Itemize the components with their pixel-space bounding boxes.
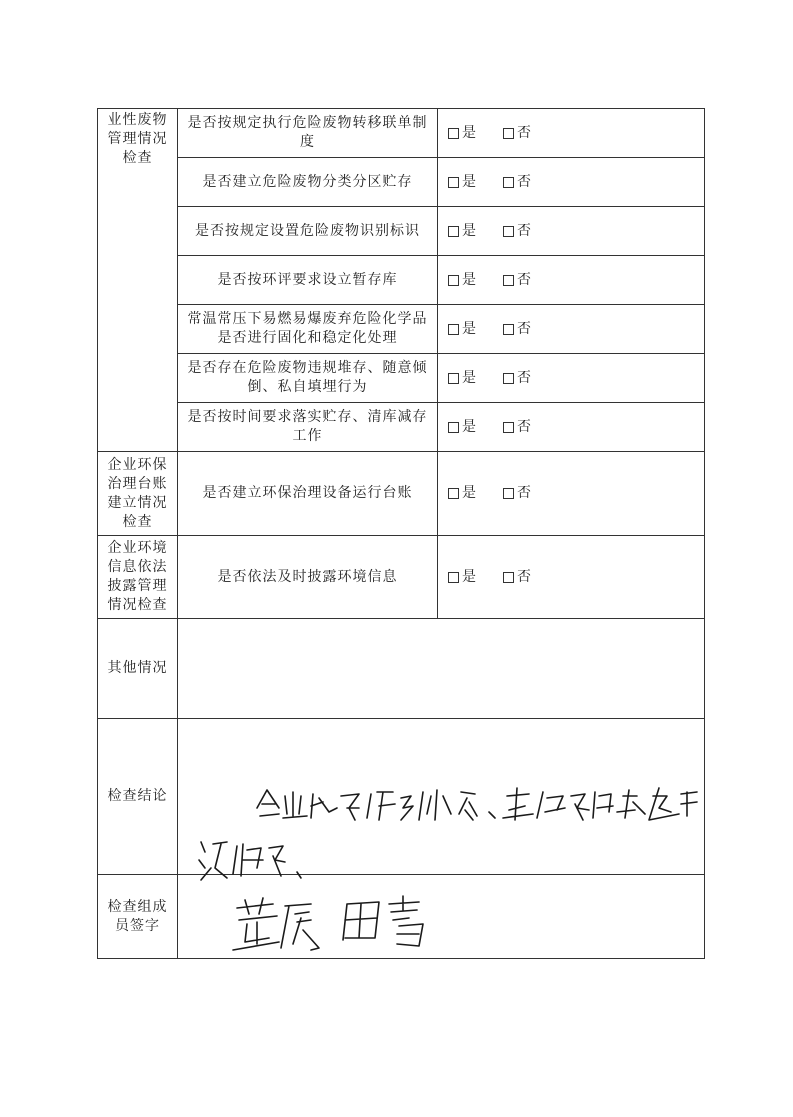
- item-transfer-manifest: 是否按规定执行危险废物转移联单制度: [187, 115, 428, 150]
- no-option[interactable]: 否: [503, 320, 532, 339]
- yes-option[interactable]: 是: [448, 320, 477, 339]
- yes-option[interactable]: 是: [448, 222, 477, 241]
- no-option[interactable]: 否: [503, 271, 532, 290]
- category-ledger: 企业环保治理台账建立情况检查: [107, 456, 168, 530]
- handwritten-signature: [97, 108, 705, 959]
- yes-option[interactable]: 是: [448, 568, 477, 587]
- inspection-table: [97, 108, 705, 959]
- category-disclosure: 企业环境信息依法披露管理情况检查: [107, 540, 168, 613]
- no-option[interactable]: 否: [503, 568, 532, 587]
- item-info-disclosure: 是否依法及时披露环境信息: [217, 568, 398, 585]
- item-identification-label: 是否按规定设置危险废物识别标识: [195, 222, 420, 239]
- item-temporary-warehouse: 是否按环评要求设立暂存库: [217, 271, 398, 288]
- item-classified-storage: 是否建立危险废物分类分区贮存: [202, 173, 413, 190]
- yes-option[interactable]: 是: [448, 173, 477, 192]
- no-option[interactable]: 否: [503, 369, 532, 388]
- category-hazardous-waste: 业性废物管理情况检查: [107, 112, 168, 166]
- item-equipment-ledger: 是否建立环保治理设备运行台账: [202, 485, 413, 501]
- no-option[interactable]: 否: [503, 484, 532, 503]
- item-illegal-dumping: 是否存在危险废物违规堆存、随意倾倒、私自填埋行为: [187, 360, 428, 395]
- no-option[interactable]: 否: [503, 173, 532, 192]
- no-option[interactable]: 否: [503, 222, 532, 241]
- no-option[interactable]: 否: [503, 124, 532, 143]
- no-option[interactable]: 否: [503, 418, 532, 437]
- item-storage-clearing: 是否按时间要求落实贮存、清库减存工作: [187, 409, 428, 444]
- signature-label: 检查组成员签字: [107, 898, 168, 934]
- other-label: 其他情况: [107, 660, 168, 676]
- yes-option[interactable]: 是: [448, 418, 477, 437]
- yes-option[interactable]: 是: [448, 124, 477, 143]
- yes-option[interactable]: 是: [448, 271, 477, 290]
- yes-option[interactable]: 是: [448, 369, 477, 388]
- item-solidification: 常温常压下易燃易爆废弃危险化学品是否进行固化和稳定化处理: [187, 311, 428, 346]
- conclusion-label: 检查结论: [107, 788, 168, 804]
- yes-option[interactable]: 是: [448, 484, 477, 503]
